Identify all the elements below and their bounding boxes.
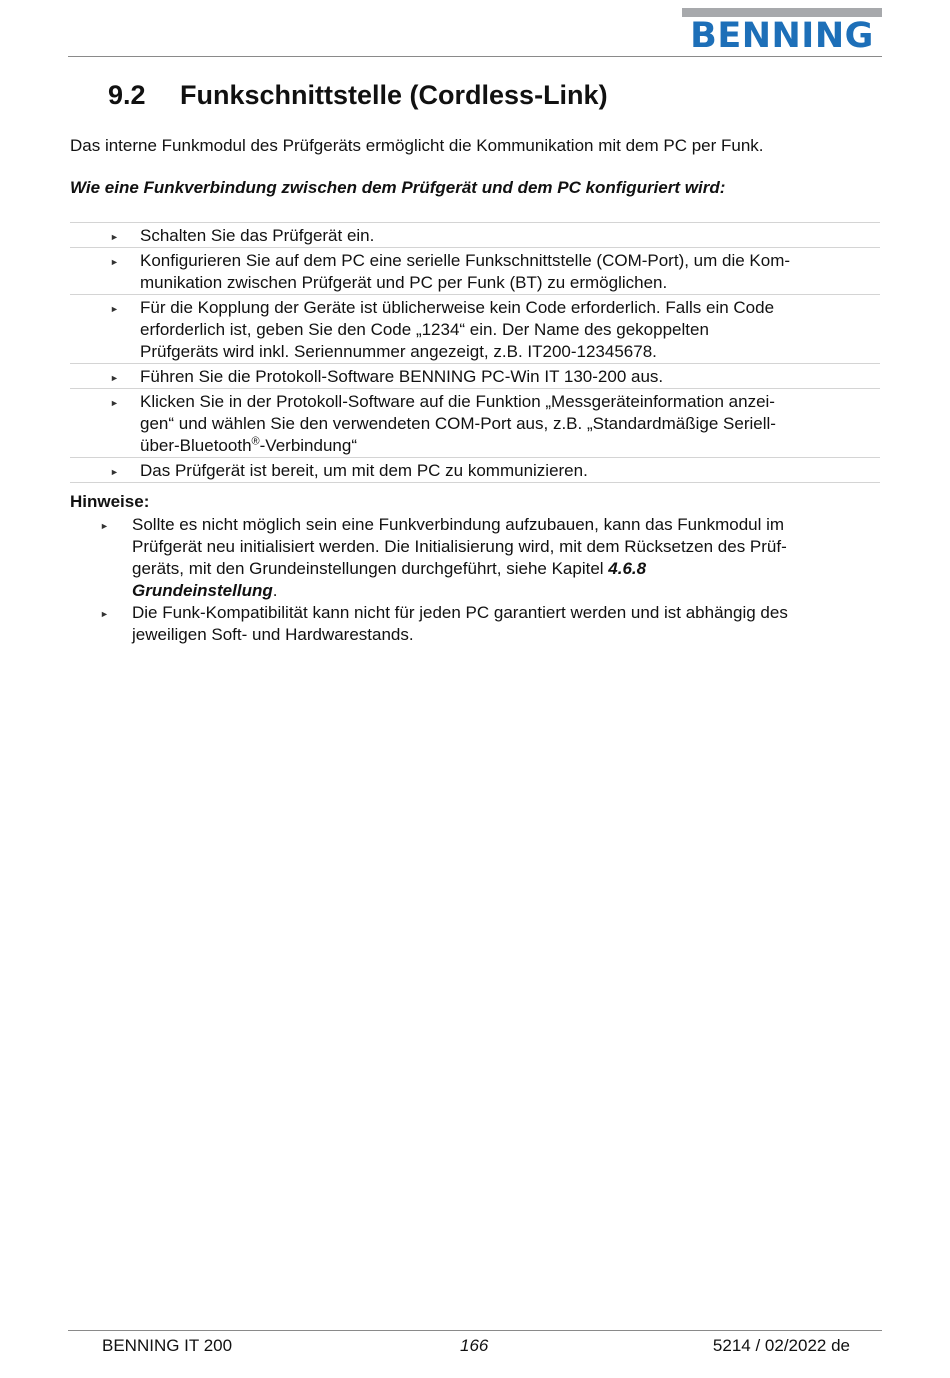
step-text: Konfigurieren Sie auf dem PC eine serielle Funkschnittstelle (COM-Port), um die Kom- xyxy=(140,251,791,270)
bullet-icon: ► xyxy=(110,257,119,267)
step-text: Prüfgeräts wird inkl. Seriennummer angezeigt, z.B. IT200-12345678. xyxy=(140,342,657,361)
note-text: jeweiligen Soft- und Hardwarestands. xyxy=(132,625,414,644)
note-text: Sollte es nicht möglich sein eine Funkverbindung aufzubauen, kann das Funkmodul im xyxy=(132,515,785,534)
benning-logo xyxy=(682,8,882,56)
step-4 xyxy=(70,363,880,388)
section-number: 9.2 xyxy=(108,80,146,110)
note-text-part: . xyxy=(272,581,278,600)
note-text-part: geräts, mit den Grundeinstellungen durchgeführt, siehe Kapitel xyxy=(132,559,609,578)
step-3 xyxy=(70,294,880,363)
bullet-icon: ► xyxy=(110,373,119,383)
note-text xyxy=(132,580,880,602)
step-1 xyxy=(70,222,880,247)
chapter-reference-number[interactable]: 4.6.8 xyxy=(608,559,647,578)
chapter-reference-title[interactable]: Grundeinstellung xyxy=(132,581,273,600)
step-2 xyxy=(70,247,880,294)
header-divider xyxy=(68,56,882,57)
step-text: gen“ und wählen Sie den verwendeten COM-Port aus, z.B. „Standardmäßige Seriell- xyxy=(140,414,776,433)
footer-divider xyxy=(68,1330,882,1331)
procedure-steps xyxy=(70,222,880,483)
bullet-icon: ► xyxy=(110,232,119,242)
footer-document-id: 5214 / 02/2022 de xyxy=(712,1336,850,1355)
bullet-icon: ► xyxy=(110,304,119,314)
step-5 xyxy=(70,388,880,457)
page-number: 166 xyxy=(460,1336,489,1355)
step-text-part: -Verbindung“ xyxy=(259,436,357,455)
step-text: Das Prüfgerät ist bereit, um mit dem PC zu kommunizieren. xyxy=(140,461,588,480)
step-text: Für die Kopplung der Geräte ist üblicherweise kein Code erforderlich. Falls ein Code xyxy=(140,298,775,317)
step-6 xyxy=(70,457,880,483)
bullet-icon: ► xyxy=(100,609,109,619)
section-title-text: Funkschnittstelle (Cordless-Link) xyxy=(180,80,608,110)
bullet-icon: ► xyxy=(110,467,119,477)
section-title xyxy=(108,80,608,111)
note-text: Prüfgerät neu initialisiert werden. Die Initialisierung wird, mit dem Rücksetzen des Prüf- xyxy=(132,537,787,556)
note-text: Die Funk-Kompatibilität kann nicht für jeden PC garantiert werden und ist abhängig des xyxy=(132,603,788,622)
note-text xyxy=(132,558,880,580)
step-text-part: über-Bluetooth xyxy=(140,436,252,455)
step-text: munikation zwischen Prüfgerät und PC per Funk (BT) zu ermöglichen. xyxy=(140,273,668,292)
procedure-heading: Wie eine Funkverbindung zwischen dem Prüfgerät und dem PC konfiguriert wird: xyxy=(70,178,726,197)
footer-product: BENNING IT 200 xyxy=(102,1336,233,1355)
note-1 xyxy=(70,514,880,602)
step-text xyxy=(140,435,880,457)
note-2 xyxy=(70,602,880,646)
step-text: Klicken Sie in der Protokoll-Software auf die Funktion „Messgeräteinformation anzei- xyxy=(140,392,775,411)
logo-text: BENNING xyxy=(690,16,874,56)
bullet-icon: ► xyxy=(100,521,109,531)
notes-heading: Hinweise: xyxy=(70,492,150,511)
step-text: Schalten Sie das Prüfgerät ein. xyxy=(140,226,375,245)
intro-paragraph: Das interne Funkmodul des Prüfgeräts ermöglicht die Kommunikation mit dem PC per Funk. xyxy=(70,136,764,155)
registered-mark: ® xyxy=(251,435,260,448)
step-text: Führen Sie die Protokoll-Software BENNING PC-Win IT 130-200 aus. xyxy=(140,367,664,386)
notes-list xyxy=(70,514,880,646)
step-text: erforderlich ist, geben Sie den Code „1234“ ein. Der Name des gekoppelten xyxy=(140,320,709,339)
bullet-icon: ► xyxy=(110,398,119,408)
